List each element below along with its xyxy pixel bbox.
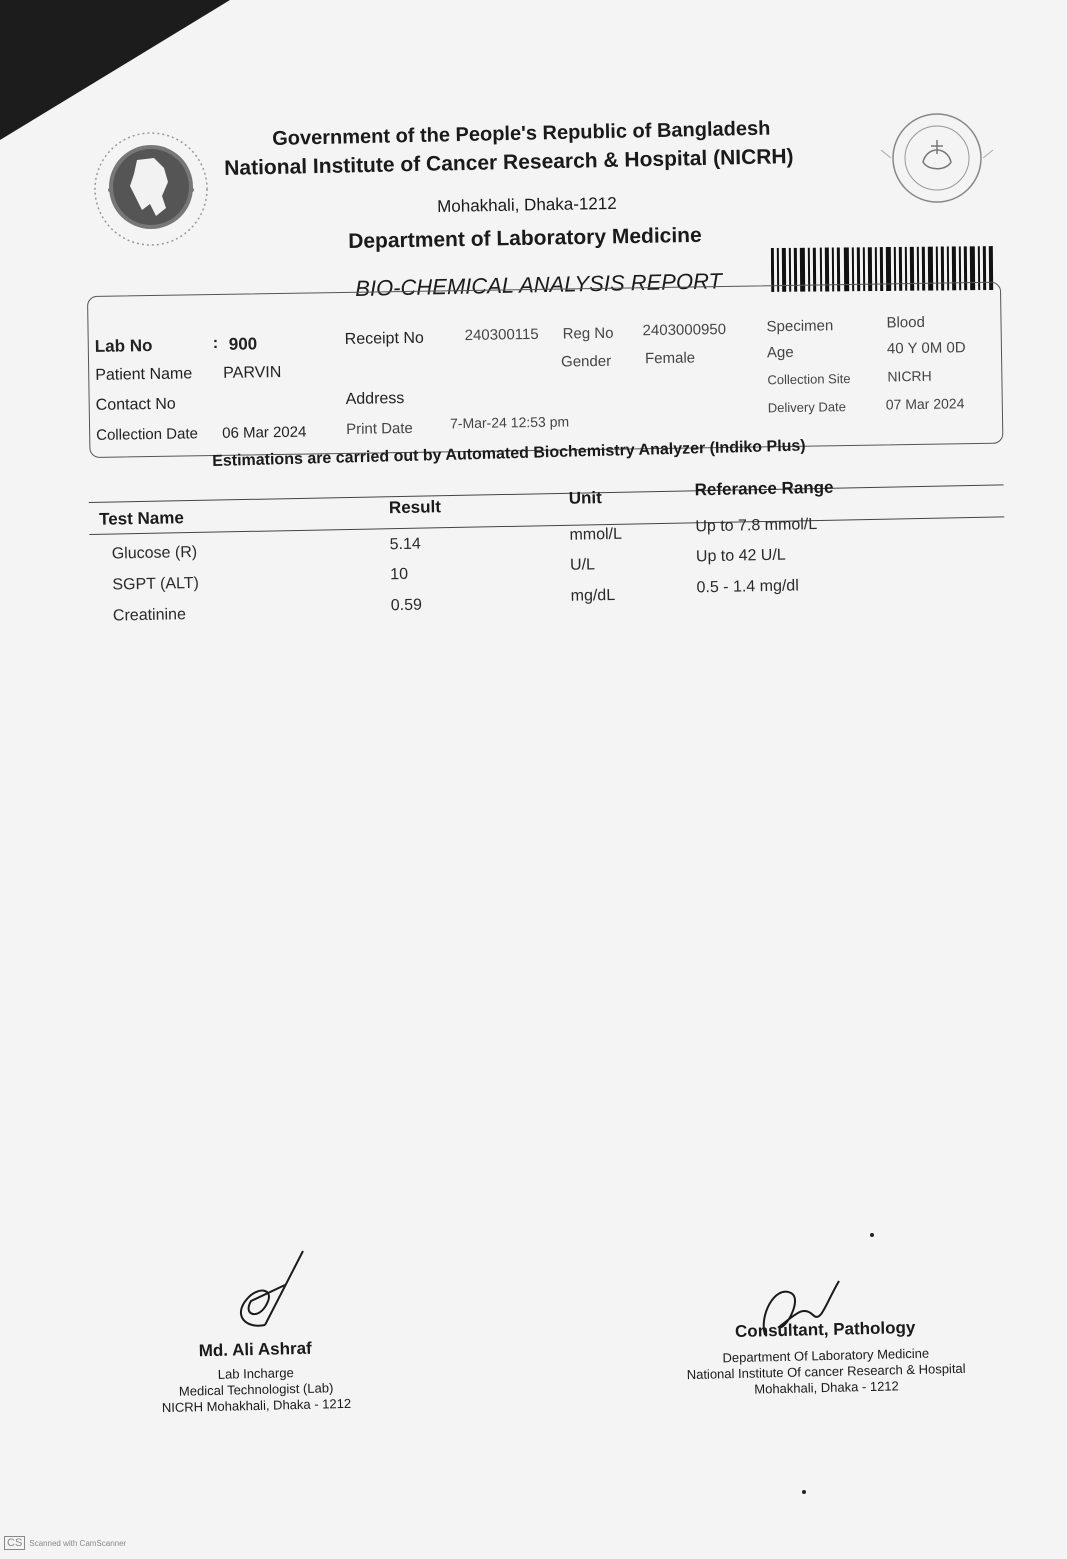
lab-incharge-name: Md. Ali Ashraf (198, 1338, 312, 1361)
contact-no-label: Contact No (95, 395, 176, 414)
address-label: Address (345, 390, 405, 408)
institute-address: Mohakhali, Dhaka-1212 (437, 193, 617, 216)
scan-corner-shadow (0, 0, 230, 140)
lab-incharge-block (140, 1337, 370, 1416)
print-date-value: 7-Mar-24 12:53 pm (449, 413, 570, 432)
test-name: Creatinine (112, 606, 187, 625)
collection-date-value: 06 Mar 2024 (222, 423, 307, 442)
receipt-no-label: Receipt No (344, 329, 424, 348)
test-unit: U/L (569, 556, 596, 574)
test-range: Up to 7.8 mmol/L (695, 516, 818, 536)
reg-no-label: Reg No (562, 324, 614, 343)
lab-no-value: 900 (228, 334, 258, 354)
gender-label: Gender (560, 352, 612, 371)
collection-site-label: Collection Site (767, 371, 851, 388)
col-unit: Unit (568, 488, 603, 508)
patient-info-box (87, 282, 1003, 458)
report-title: BIO-CHEMICAL ANALYSIS REPORT (355, 268, 723, 301)
print-date-label: Print Date (345, 419, 413, 438)
department-heading: Department of Laboratory Medicine (348, 223, 702, 253)
test-unit: mmol/L (569, 525, 623, 544)
reg-no-value: 2403000950 (642, 320, 727, 340)
lab-no-separator: : (212, 334, 219, 353)
table-header-bottom-rule (89, 516, 1004, 535)
col-test-name: Test Name (98, 508, 184, 529)
lab-no-label: Lab No (94, 335, 153, 356)
delivery-date-value: 07 Mar 2024 (885, 395, 965, 413)
gender-value: Female (644, 349, 696, 368)
scan-speck (870, 1233, 874, 1237)
nicrh-seal-logo (877, 110, 997, 210)
test-result: 5.14 (389, 535, 421, 554)
age-label: Age (766, 343, 794, 362)
col-result: Result (388, 497, 442, 518)
analyzer-note: Estimations are carried out by Automated Biochemistry Analyzer (Indiko Plus) (212, 437, 806, 470)
delivery-date-label: Delivery Date (767, 399, 846, 416)
collection-site-value: NICRH (887, 367, 932, 385)
lab-incharge-role: Lab Incharge (217, 1365, 294, 1382)
patient-name-value: PARVIN (223, 363, 282, 382)
consultant-department: Department Of Laboratory Medicine (722, 1345, 930, 1366)
institute-heading: National Institute of Cancer Research & Hospital (NICRH) (224, 145, 794, 180)
test-unit: mg/dL (570, 586, 616, 605)
lab-incharge-address: NICRH Mohakhali, Dhaka - 1212 (161, 1395, 352, 1416)
receipt-no-value: 240300115 (464, 325, 539, 345)
government-heading: Government of the People's Republic of Bangladesh (272, 117, 771, 150)
consultant-address: Mohakhali, Dhaka - 1212 (754, 1378, 899, 1397)
scanner-watermark (4, 1536, 126, 1550)
camscanner-badge: CS (4, 1536, 25, 1550)
consultant-title: Consultant, Pathology (734, 1317, 916, 1342)
scan-speck (802, 1490, 806, 1494)
results-table (88, 444, 1006, 642)
age-value: 40 Y 0M 0D (886, 339, 966, 358)
collection-date-label: Collection Date (96, 425, 199, 444)
test-name: SGPT (ALT) (112, 574, 200, 594)
consultant-institute: National Institute Of cancer Research & Hospital (686, 1360, 966, 1383)
lab-incharge-designation: Medical Technologist (Lab) (178, 1380, 334, 1399)
test-range: Up to 42 U/L (695, 546, 786, 566)
lab-incharge-signature (225, 1245, 315, 1335)
test-result: 10 (390, 565, 409, 584)
table-header-top-rule (89, 484, 1004, 503)
camscanner-text: Scanned with CamScanner (29, 1539, 127, 1548)
bangladesh-seal-logo (92, 130, 210, 248)
col-reference-range: Referance Range (694, 477, 834, 500)
patient-name-label: Patient Name (95, 365, 193, 384)
test-result: 0.59 (390, 596, 423, 615)
test-range: 0.5 - 1.4 mg/dl (696, 577, 799, 597)
specimen-value: Blood (886, 313, 926, 332)
specimen-label: Specimen (766, 317, 834, 336)
test-name: Glucose (R) (111, 543, 198, 563)
